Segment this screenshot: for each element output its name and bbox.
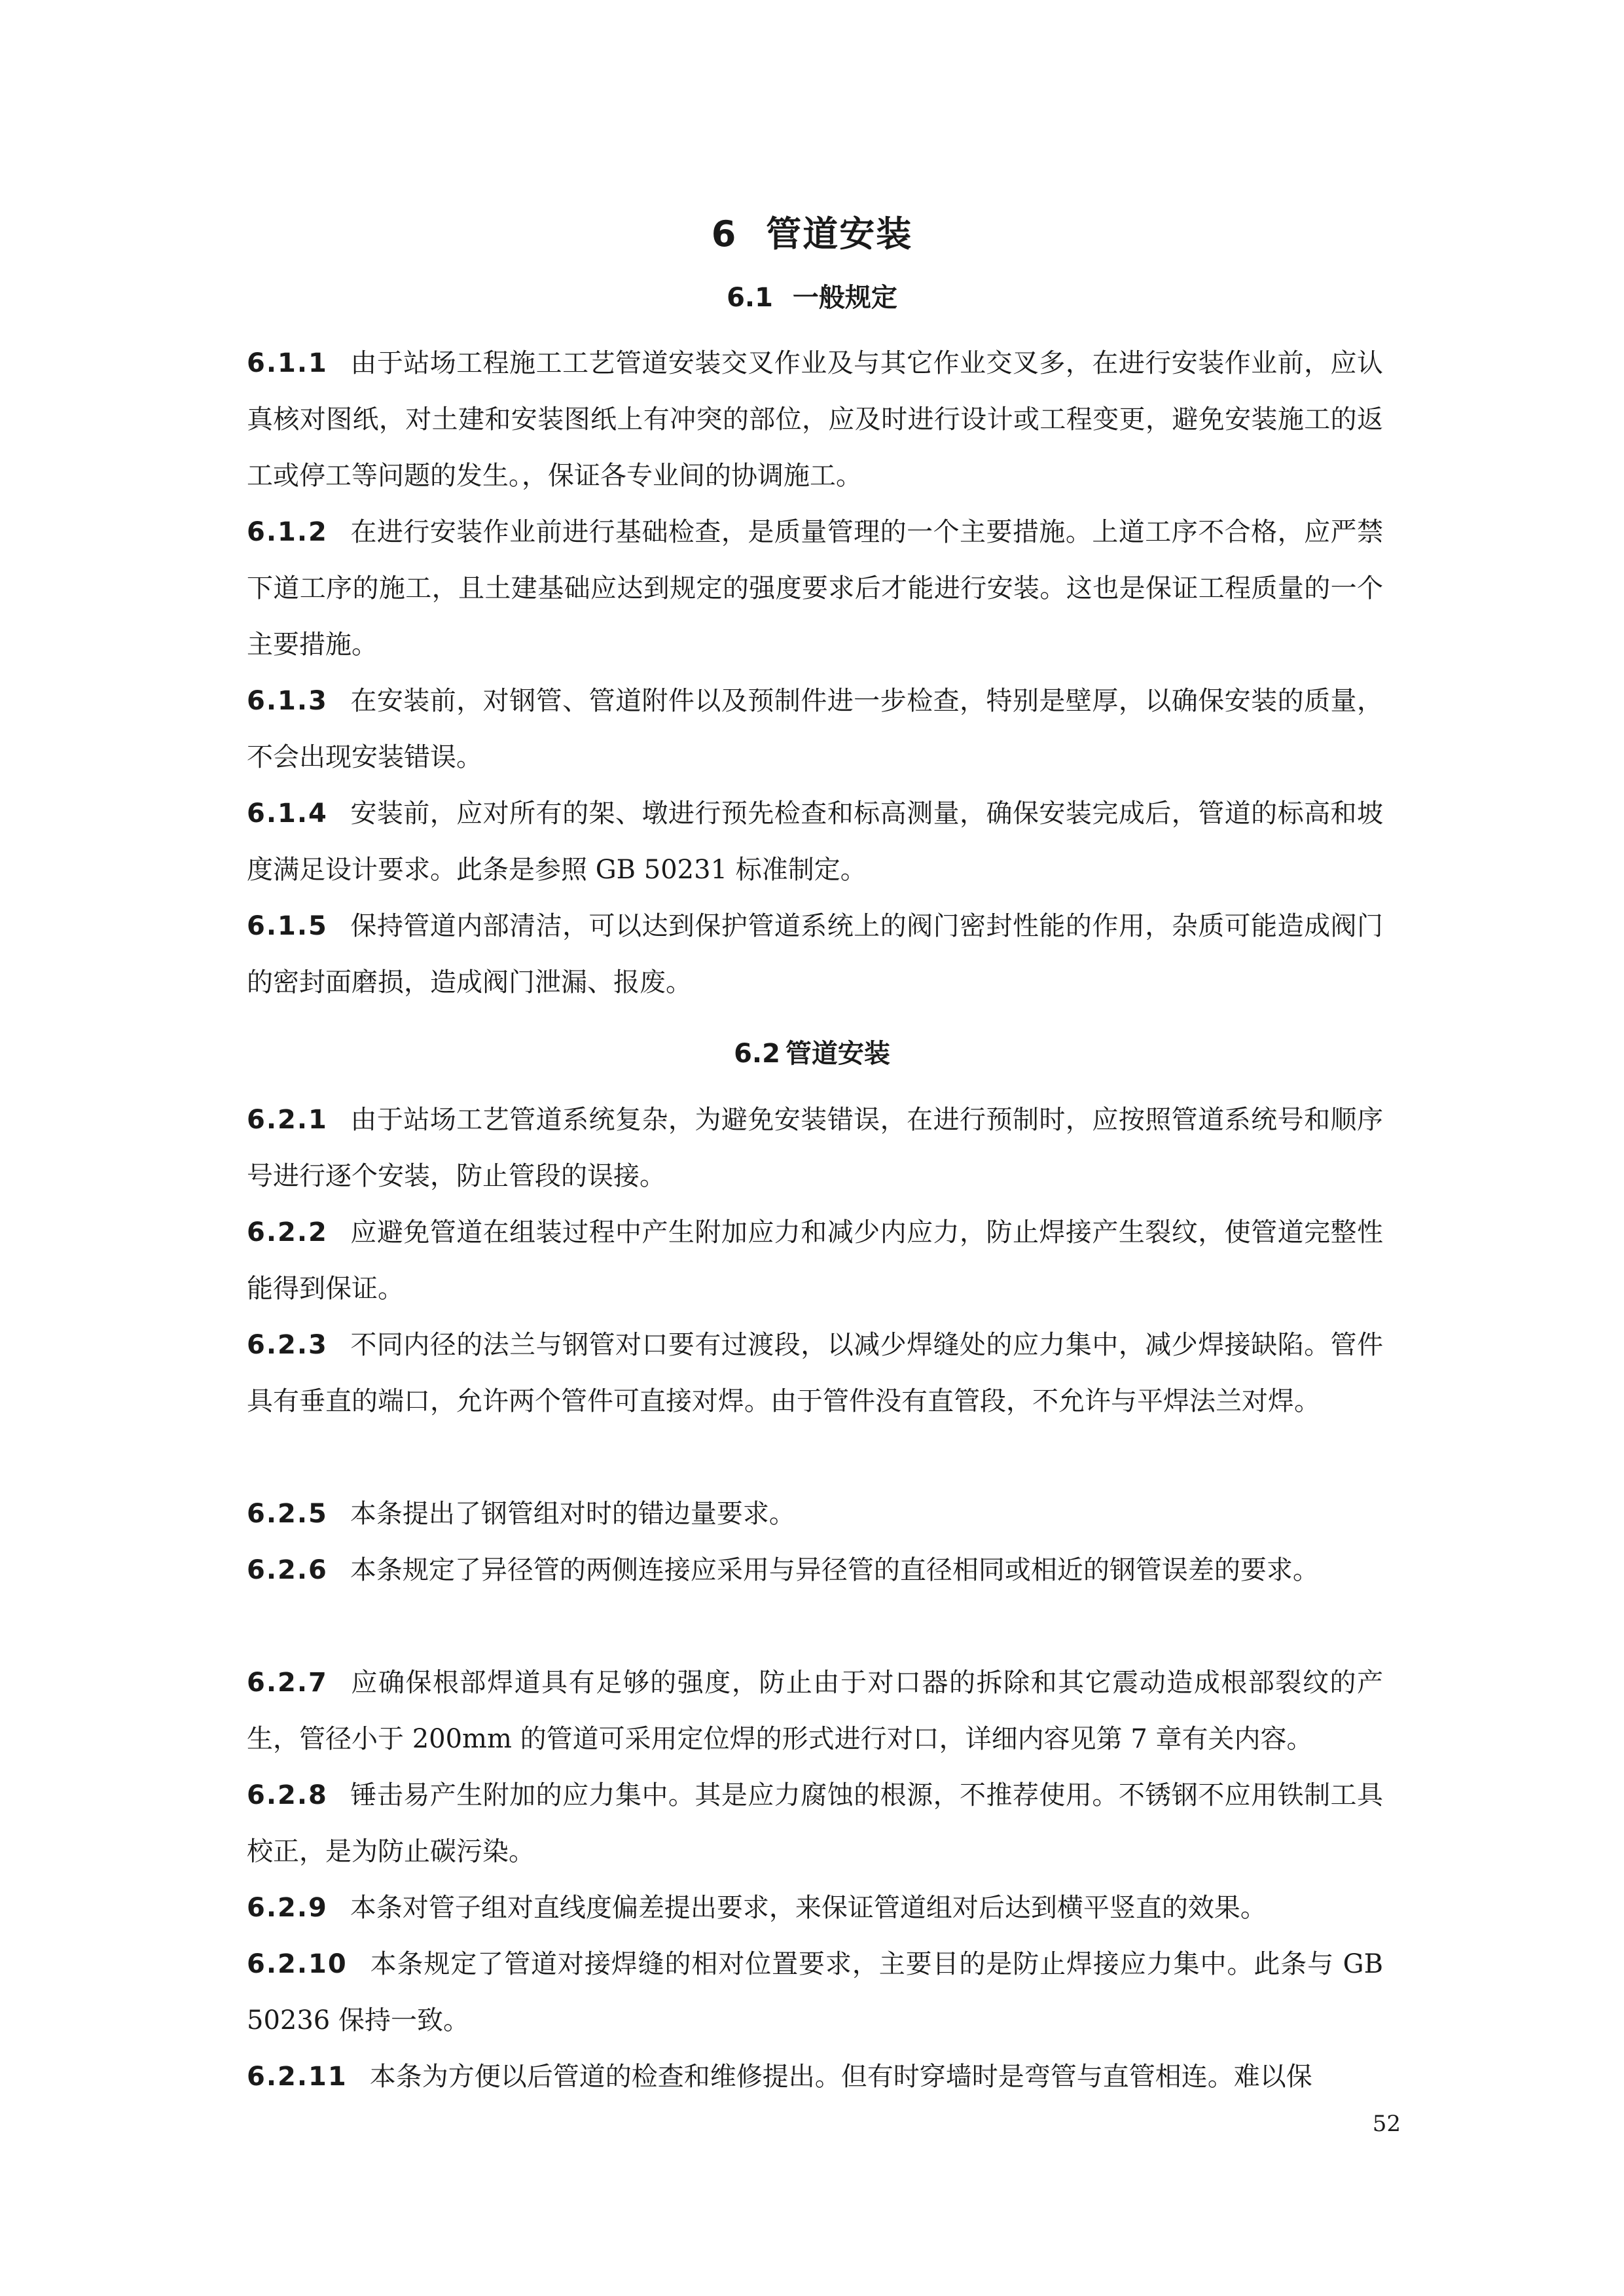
clause-number: 6.1.1 [247, 348, 328, 378]
chapter-title [0, 208, 1624, 260]
section-title-text: 管道安装 [785, 1039, 890, 1069]
clause-number: 6.1.2 [247, 517, 328, 547]
clause-text: 本条规定了管道对接焊缝的相对位置要求，主要目的是防止焊接应力集中。此条与 GB 50236 保持一致。 [247, 1949, 1383, 2036]
clause-number: 6.2.8 [247, 1780, 328, 1810]
section-number: 6.1 [727, 283, 773, 313]
clause-6-1-4 [247, 785, 1383, 898]
clause-number: 6.2.5 [247, 1499, 328, 1529]
clause-text: 应避免管道在组装过程中产生附加应力和减少内应力，防止焊接产生裂纹，使管道完整性能得到保证。 [247, 1217, 1383, 1304]
clause-number: 6.2.6 [247, 1555, 328, 1585]
clause-number: 6.1.3 [247, 686, 328, 716]
clause-text: 本条对管子组对直线度偏差提出要求，来保证管道组对后达到横平竖直的效果。 [350, 1893, 1267, 1923]
clause-6-1-3 [247, 673, 1383, 785]
clause-6-2-1 [247, 1092, 1383, 1204]
clause-6-2-2 [247, 1204, 1383, 1317]
clause-6-2-3 [247, 1317, 1383, 1429]
clause-6-2-10 [247, 1936, 1383, 2049]
clause-text: 本条为方便以后管道的检查和维修提出。但有时穿墙时是弯管与直管相连。难以保 [369, 2062, 1312, 2092]
clause-text: 在安装前，对钢管、管道附件以及预制件进一步检查，特别是壁厚，以确保安装的质量，不会出现安装错误。 [247, 686, 1383, 772]
clause-text: 由于站场工程施工工艺管道安装交叉作业及与其它作业交叉多，在进行安装作业前，应认真核对图纸，对土建和安装图纸上有冲突的部位，应及时进行设计或工程变更，避免安装施工的返工或停工等问题的发生。，保证各专业间的协调施工。 [247, 348, 1383, 491]
clause-6-1-2 [247, 504, 1383, 673]
clause-6-1-1 [247, 335, 1383, 504]
clause-number: 6.2.7 [247, 1668, 328, 1698]
clause-6-2-7 [247, 1655, 1383, 1767]
clause-6-2-6 [247, 1542, 1383, 1598]
clause-text: 本条提出了钢管组对时的错边量要求。 [350, 1499, 795, 1529]
clause-text: 锤击易产生附加的应力集中。其是应力腐蚀的根源，不推荐使用。不锈钢不应用铁制工具校正，是为防止碳污染。 [247, 1780, 1383, 1867]
clause-number: 6.2.10 [247, 1949, 348, 1979]
clause-number: 6.1.4 [247, 798, 328, 829]
clause-6-1-5 [247, 898, 1383, 1011]
clause-number: 6.2.2 [247, 1217, 328, 1247]
clause-text: 安装前，应对所有的架、墩进行预先检查和标高测量，确保安装完成后，管道的标高和坡度满足设计要求。此条是参照 GB 50231 标准制定。 [247, 798, 1383, 885]
section-number: 6.2 [734, 1039, 780, 1069]
clause-text: 应确保根部焊道具有足够的强度，防止由于对口器的拆除和其它震动造成根部裂纹的产生，管径小于 200mm 的管道可采用定位焊的形式进行对口，详细内容见第 7 章有关内容。 [247, 1668, 1383, 1754]
clause-6-2-5 [247, 1486, 1383, 1542]
clause-number: 6.2.11 [247, 2062, 348, 2092]
clause-number: 6.1.5 [247, 911, 328, 941]
clause-text: 由于站场工艺管道系统复杂，为避免安装错误，在进行预制时，应按照管道系统号和顺序号进行逐个安装，防止管段的误接。 [247, 1105, 1383, 1191]
clause-number: 6.2.3 [247, 1330, 328, 1360]
section-title-6-2 [0, 1034, 1624, 1073]
section-title-6-1 [0, 278, 1624, 317]
clause-text: 在进行安装作业前进行基础检查，是质量管理的一个主要措施。上道工序不合格，应严禁下道工序的施工，且土建基础应达到规定的强度要求后才能进行安装。这也是保证工程质量的一个主要措施。 [247, 517, 1383, 660]
clause-text: 保持管道内部清洁，可以达到保护管道系统上的阀门密封性能的作用，杂质可能造成阀门的密封面磨损，造成阀门泄漏、报废。 [247, 911, 1383, 997]
clause-6-2-11 [247, 2049, 1383, 2105]
section-title-text: 一般规定 [792, 283, 897, 313]
page-number: 52 [1372, 2111, 1401, 2137]
chapter-number: 6 [711, 213, 738, 255]
clause-number: 6.2.1 [247, 1105, 328, 1135]
clause-6-2-9 [247, 1880, 1383, 1936]
clause-6-2-8 [247, 1767, 1383, 1880]
clause-number: 6.2.9 [247, 1893, 328, 1923]
clause-text: 本条规定了异径管的两侧连接应采用与异径管的直径相同或相近的钢管误差的要求。 [350, 1555, 1319, 1585]
clause-text: 不同内径的法兰与钢管对口要有过渡段，以减少焊缝处的应力集中，减少焊接缺陷。管件具有垂直的端口，允许两个管件可直接对焊。由于管件没有直管段，不允许与平焊法兰对焊。 [247, 1330, 1383, 1416]
chapter-title-text: 管道安装 [766, 213, 913, 255]
